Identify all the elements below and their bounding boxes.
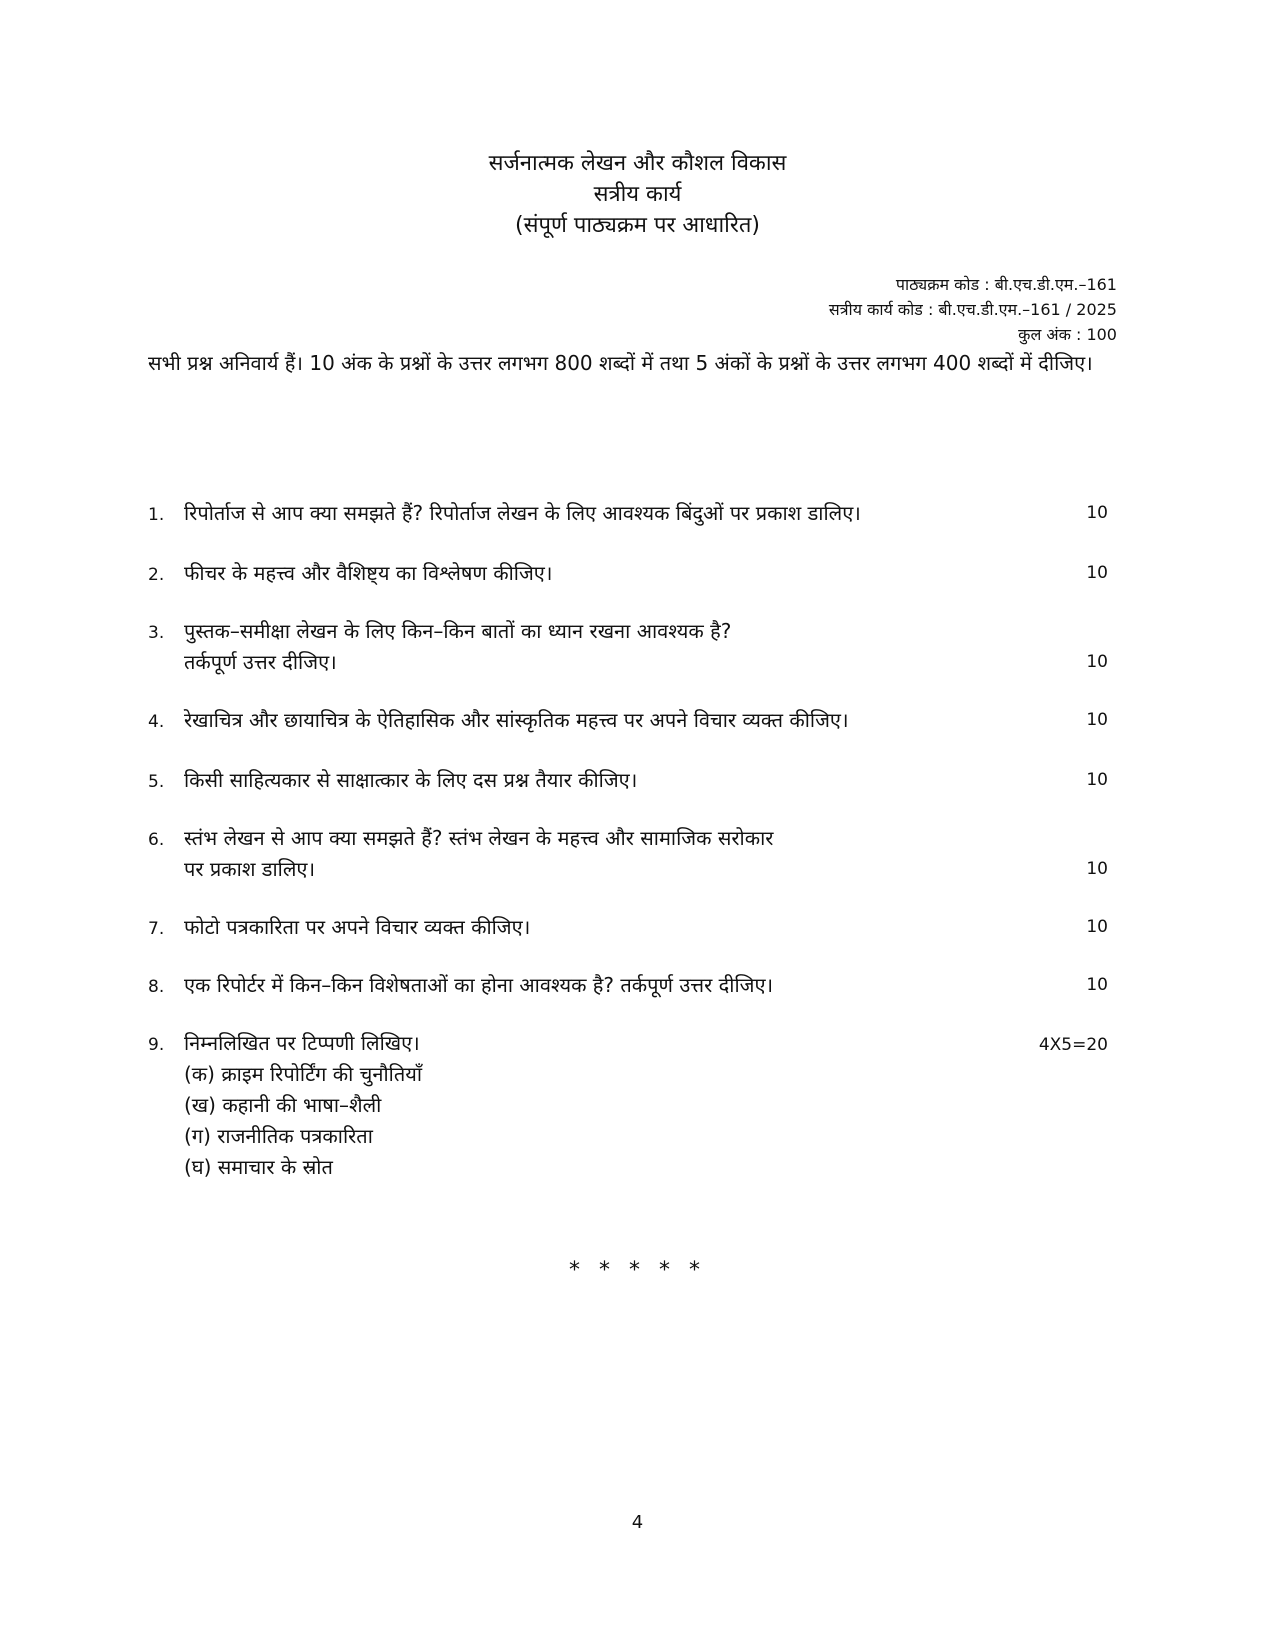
question-number: 8. [148, 977, 165, 997]
total-marks: कुल अंक : 100 [1018, 325, 1117, 344]
question-marks: 10 [1086, 917, 1108, 937]
question-text: फीचर के महत्त्व और वैशिष्ट्य का विश्लेषण कीजिए। [184, 561, 553, 585]
question-number: 7. [148, 919, 165, 939]
end-marker: * * * * * [569, 1258, 706, 1283]
subpart-gha: (घ) समाचार के स्रोत [184, 1155, 333, 1179]
assignment-code: सत्रीय कार्य कोड : बी.एच.डी.एम.–161 / 2025 [828, 300, 1117, 319]
question-number: 9. [148, 1035, 165, 1055]
question-number: 2. [148, 565, 165, 585]
question-marks: 10 [1086, 563, 1108, 583]
subpart-ka: (क) क्राइम रिपोर्टिंग की चुनौतियाँ [184, 1062, 423, 1086]
question-list [148, 498, 1108, 1183]
question-text: स्तंभ लेखन से आप क्या समझते हैं? स्तंभ लेखन के महत्त्व और सामाजिक सरोकार [184, 826, 774, 850]
question-number: 3. [148, 623, 165, 643]
question-text: निम्नलिखित पर टिप्पणी लिखिए। [184, 1031, 420, 1055]
question-text-cont: तर्कपूर्ण उत्तर दीजिए। [184, 650, 337, 674]
question-text: पुस्तक–समीक्षा लेखन के लिए किन–किन बातों का ध्यान रखना आवश्यक है? [184, 619, 732, 643]
question-marks: 4X5=20 [1038, 1035, 1108, 1055]
question-7 [148, 912, 1108, 943]
question-text: रेखाचित्र और छायाचित्र के ऐतिहासिक और सांस्कृतिक महत्त्व पर अपने विचार व्यक्त कीजिए। [184, 708, 849, 732]
basis-note: (संपूर्ण पाठ्यक्रम पर आधारित) [515, 213, 760, 238]
question-text: फोटो पत्रकारिता पर अपने विचार व्यक्त कीजिए। [184, 915, 531, 939]
question-number: 4. [148, 712, 165, 732]
question-number: 5. [148, 772, 165, 792]
question-text: एक रिपोर्टर में किन–किन विशेषताओं का होना आवश्यक है? तर्कपूर्ण उत्तर दीजिए। [184, 973, 774, 997]
question-3 [148, 616, 1108, 678]
question-2 [148, 558, 1108, 589]
instructions: सभी प्रश्न अनिवार्य हैं। 10 अंक के प्रश्नों के उत्तर लगभग 800 शब्दों में तथा 5 अंकों के प्रश्नों के उत्तर लगभग 400 शब्दों में दीजिए। [148, 351, 1093, 375]
subpart-ga: (ग) राजनीतिक पत्रकारिता [184, 1124, 373, 1148]
course-code: पाठ्यक्रम कोड : बी.एच.डी.एम.–161 [895, 275, 1117, 294]
question-number: 1. [148, 505, 165, 525]
course-meta [829, 272, 1117, 347]
question-marks: 10 [1086, 975, 1108, 995]
question-number: 6. [148, 830, 165, 850]
course-title: सर्जनात्मक लेखन और कौशल विकास [488, 151, 787, 176]
question-marks: 10 [1086, 503, 1108, 523]
question-9 [148, 1028, 1108, 1183]
question-text: रिपोर्ताज से आप क्या समझते हैं? रिपोर्ताज लेखन के लिए आवश्यक बिंदुओं पर प्रकाश डालिए। [184, 501, 861, 525]
question-marks: 10 [1086, 859, 1108, 879]
question-4 [148, 705, 1108, 736]
page-number: 4 [631, 1512, 644, 1533]
subpart-kha: (ख) कहानी की भाषा–शैली [184, 1093, 382, 1117]
question-marks: 10 [1086, 770, 1108, 790]
assignment-label: सत्रीय कार्य [593, 182, 682, 207]
question-text-cont: पर प्रकाश डालिए। [184, 857, 316, 881]
question-marks: 10 [1086, 652, 1108, 672]
question-8 [148, 970, 1108, 1001]
document-header [0, 148, 1275, 241]
question-text: किसी साहित्यकार से साक्षात्कार के लिए दस प्रश्न तैयार कीजिए। [184, 768, 638, 792]
question-marks: 10 [1086, 710, 1108, 730]
question-1 [148, 498, 1108, 529]
question-5 [148, 765, 1108, 796]
question-6 [148, 823, 1108, 885]
